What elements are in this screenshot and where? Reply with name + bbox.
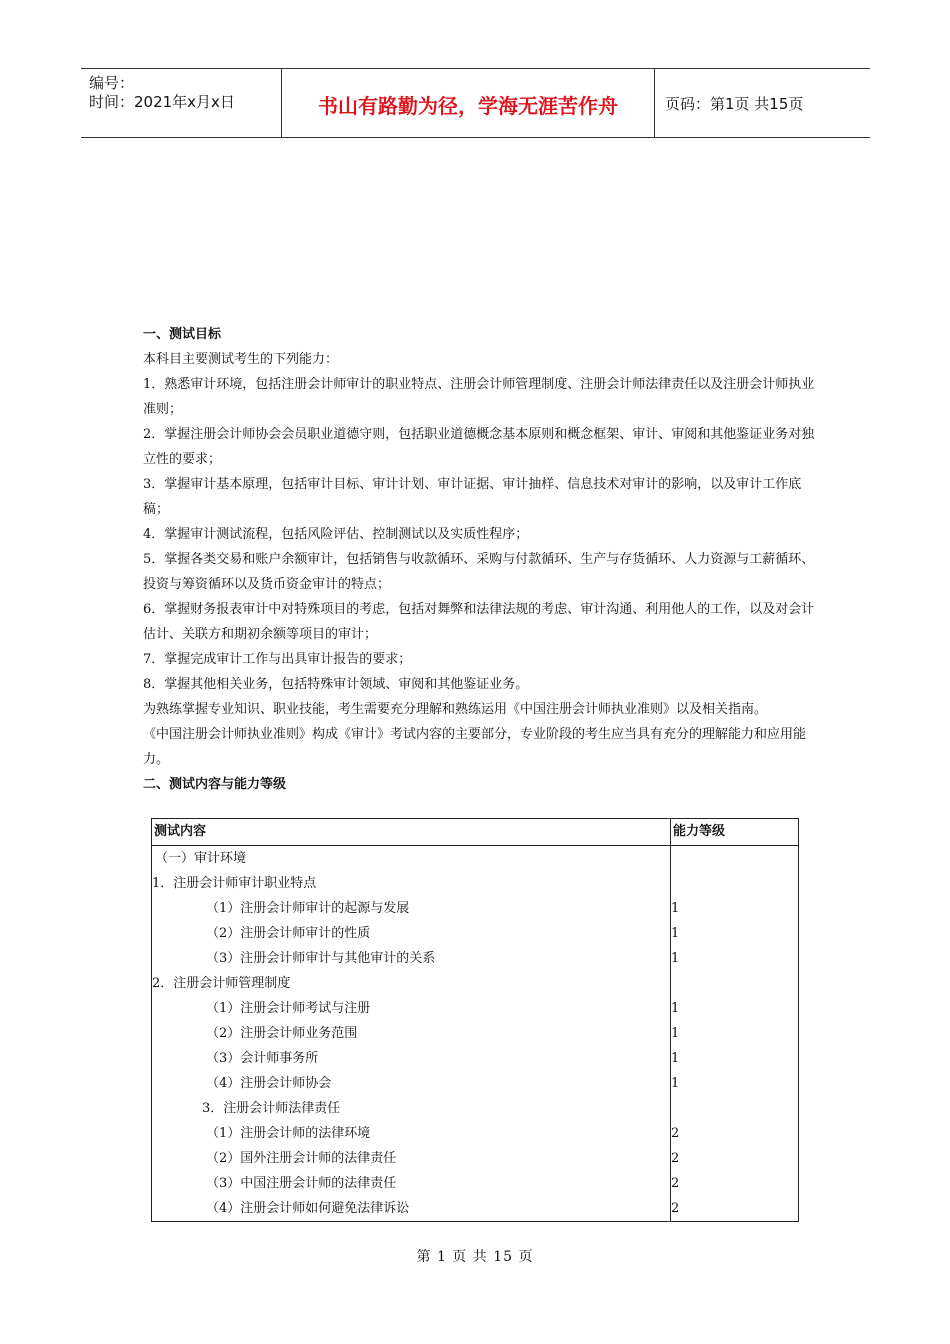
table-row-text: （4）注册会计师协会 — [206, 1076, 332, 1091]
table-header-row — [152, 819, 799, 846]
paragraph: 4．掌握审计测试流程，包括风险评估、控制测试以及实质性程序； — [143, 527, 529, 542]
paragraph: 3．掌握审计基本原理，包括审计目标、审计计划、审计证据、审计抽样、信息技术对审计的影响，以及审计工作底稿； — [143, 477, 802, 517]
content-cell — [152, 846, 671, 1222]
table-row-text: 1．注册会计师审计职业特点 — [152, 876, 317, 891]
header-meta-cell — [81, 69, 281, 137]
table-row-level: 2 — [671, 1176, 680, 1191]
paragraph: 1．熟悉审计环境，包括注册会计师审计的职业特点、注册会计师管理制度、注册会计师法律责任以及注册会计师执业准则； — [143, 377, 815, 417]
table-row-level: 2 — [671, 1201, 680, 1216]
section-title-content-levels: 二、测试内容与能力等级 — [143, 777, 287, 792]
table-row-text: 2．注册会计师管理制度 — [152, 976, 291, 991]
table-row-level: 1 — [671, 1026, 680, 1041]
paragraph: 5．掌握各类交易和账户余额审计，包括销售与收款循环、采购与付款循环、生产与存货循环、人力资源与工薪循环、投资与筹资循环以及货币资金审计的特点； — [143, 552, 815, 592]
column-header-content: 测试内容 — [152, 819, 671, 846]
table-row-text: （3）会计师事务所 — [206, 1051, 319, 1066]
paragraph: 8．掌握其他相关业务，包括特殊审计领域、审阅和其他鉴证业务。 — [143, 677, 529, 692]
page-footer: 第 1 页 共 15 页 — [416, 1249, 534, 1265]
paragraph: 本科目主要测试考生的下列能力： — [143, 352, 339, 367]
table-row-text: （2）国外注册会计师的法律责任 — [206, 1151, 397, 1166]
time-label: 时间：2021年x月x日 — [89, 93, 235, 111]
table-row-text: （3）中国注册会计师的法律责任 — [206, 1176, 397, 1191]
table-row-text: （4）注册会计师如何避免法律诉讼 — [206, 1201, 410, 1216]
table-row-level: 2 — [671, 1151, 680, 1166]
paragraph: 《中国注册会计师执业准则》构成《审计》考试内容的主要部分，专业阶段的考生应当具有充分的理解能力和应用能力。 — [143, 727, 807, 767]
page-code: 页码：第1页 共15页 — [665, 95, 804, 113]
table-row-text: （3）注册会计师审计与其他审计的关系 — [206, 951, 436, 966]
table-row-text: （一）审计环境 — [155, 851, 247, 866]
table-row-level: 1 — [671, 1051, 680, 1066]
level-cell — [671, 846, 799, 1222]
table-row-level: 1 — [671, 951, 680, 966]
table-row-text: （1）注册会计师的法律环境 — [206, 1126, 371, 1141]
table-row-level: 1 — [671, 1001, 680, 1016]
ability-level-table — [151, 818, 799, 1222]
header-page-cell — [655, 69, 870, 137]
paragraph: 为熟练掌握专业知识、职业技能，考生需要充分理解和熟练运用《中国注册会计师执业准则》以及相关指南。 — [143, 702, 768, 717]
table-row-level — [671, 846, 798, 871]
table-row-level — [671, 1096, 798, 1121]
table-row-text: （1）注册会计师考试与注册 — [206, 1001, 371, 1016]
paragraph: 6．掌握财务报表审计中对特殊项目的考虑，包括对舞弊和法律法规的考虑、审计沟通、利用他人的工作，以及对会计估计、关联方和期初余额等项目的审计； — [143, 602, 815, 642]
paragraph: 2．掌握注册会计师协会会员职业道德守则，包括职业道德概念基本原则和概念框架、审计、审阅和其他鉴证业务对独立性的要求； — [143, 427, 815, 467]
table-row-level — [671, 971, 798, 996]
table-row-text: 3．注册会计师法律责任 — [202, 1101, 341, 1116]
table-row-text: （1）注册会计师审计的起源与发展 — [206, 901, 410, 916]
table-body-row — [152, 846, 799, 1222]
table-row-level: 2 — [671, 1126, 680, 1141]
header-motto-cell — [281, 69, 655, 137]
column-header-level: 能力等级 — [671, 819, 799, 846]
paragraph: 7．掌握完成审计工作与出具审计报告的要求； — [143, 652, 412, 667]
table-row-level: 1 — [671, 1076, 680, 1091]
section-title-objectives: 一、测试目标 — [143, 327, 222, 342]
motto-text: 书山有路勤为径，学海无涯苦作舟 — [318, 94, 618, 118]
table-row-level: 1 — [671, 901, 680, 916]
table-row-text: （2）注册会计师审计的性质 — [206, 926, 371, 941]
table-row-level — [671, 871, 798, 896]
main-content — [143, 322, 823, 797]
table-row-level: 1 — [671, 926, 680, 941]
document-header — [81, 68, 870, 138]
number-label: 编号： — [89, 74, 135, 92]
table-row-text: （2）注册会计师业务范围 — [206, 1026, 358, 1041]
